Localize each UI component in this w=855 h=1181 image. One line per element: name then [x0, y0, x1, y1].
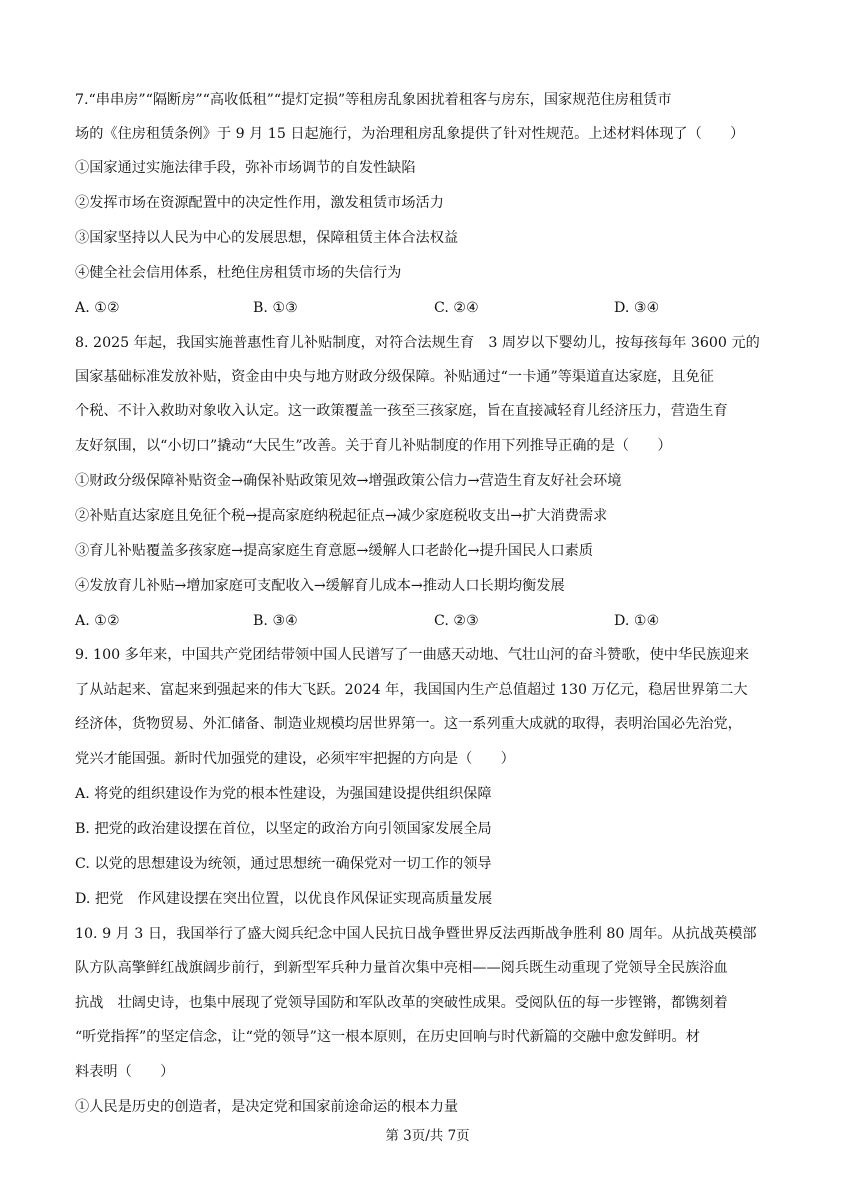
q8-item-3: ③育儿补贴覆盖多孩家庭→提高家庭生育意愿→缓解人口老龄化→提升国民人口素质 — [75, 543, 594, 559]
q10-stem-line-5: 料表明（ ） — [75, 1064, 175, 1080]
q7-stem-line-1: 7.“串串房”“隔断房”“高收低租”“提灯定损”等租房乱象困扰着租客与房东，国家规范住房租赁市 — [75, 92, 672, 108]
q8-option-a: A. ①② — [75, 613, 120, 629]
q9-choice-c: C. 以党的思想建设为统领，通过思想统一确保党对一切工作的领导 — [75, 856, 492, 872]
q7-item-2: ②发挥市场在资源配置中的决定性作用，激发租赁市场活力 — [75, 195, 444, 211]
q7-item-4: ④健全社会信用体系，杜绝住房租赁市场的失信行为 — [75, 265, 402, 281]
q8-item-1: ①财政分级保障补贴资金→确保补贴政策见效→增强政策公信力→营造生育友好社会环境 — [75, 473, 622, 489]
q8-stem-line-3: 个税、不计入救助对象收入认定。这一政策覆盖一孩至三孩家庭，旨在直接减轻育儿经济压力，营造生育 — [75, 403, 728, 419]
q8-item-4: ④发放育儿补贴→增加家庭可支配收入→缓解育儿成本→推动人口长期均衡发展 — [75, 578, 565, 594]
q10-stem-line-1: 10. 9 月 3 日，我国举行了盛大阅兵纪念中国人民抗日战争暨世界反法西斯战争胜利 80 周年。从抗战英模部 — [75, 926, 757, 942]
q10-stem-line-2: 队方队高擎鲜红战旗阔步前行，到新型军兵种力量首次集中亮相——阅兵既生动重现了党领导全民族浴血 — [75, 960, 728, 976]
q8-stem-line-2: 国家基础标准发放补贴，资金由中央与地方财政分级保障。补贴通过“一卡通”等渠道直达家庭，且免征 — [75, 369, 714, 385]
q8-option-c: C. ②③ — [434, 613, 479, 629]
q8-option-d: D. ①④ — [614, 613, 660, 629]
q9-choice-d: D. 把党 作风建设摆在突出位置，以优良作风保证实现高质量发展 — [75, 891, 493, 907]
q8-stem-line-1: 8. 2025 年起，我国实施普惠性育儿补贴制度，对符合法规生育 3 周岁以下婴幼儿，按每孩每年 3600 元的 — [75, 335, 760, 351]
q9-stem-line-2: 了从站起来、富起来到强起来的伟大飞跃。2024 年，我国国内生产总值超过 130 万亿元，稳居世界第二大 — [75, 682, 748, 698]
q7-option-d: D. ③④ — [614, 300, 660, 316]
q9-stem-line-4: 党兴才能国强。新时代加强党的建设，必须牢牢把握的方向是（ ） — [75, 751, 515, 767]
q10-item-1: ①人民是历史的创造者，是决定党和国家前途命运的根本力量 — [75, 1099, 459, 1115]
q10-stem-line-4: “听党指挥”的坚定信念，让“党的领导”这一根本原则，在历史回响与时代新篇的交融中愈发鲜明。材 — [75, 1029, 700, 1045]
q7-option-b: B. ①③ — [253, 300, 298, 316]
q9-choice-b: B. 把党的政治建设摆在首位，以坚定的政治方向引领国家发展全局 — [75, 821, 492, 837]
page-number: 第 3页/共 7页 — [385, 1128, 470, 1144]
q8-stem-line-4: 友好氛围，以“小切口”撬动“大民生”改善。关于育儿补贴制度的作用下列推导正确的是（ ） — [75, 438, 672, 454]
q7-option-a: A. ①② — [75, 300, 120, 316]
q7-stem-line-2: 场的《住房租赁条例》于 9 月 15 日起施行，为治理租房乱象提供了针对性规范。上述材料体现了（ ） — [75, 126, 745, 142]
q7-item-1: ①国家通过实施法律手段，弥补市场调节的自发性缺陷 — [75, 160, 416, 176]
q8-item-2: ②补贴直达家庭且免征个税→提高家庭纳税起征点→减少家庭税收支出→扩大消费需求 — [75, 508, 608, 524]
q9-choice-a: A. 将党的组织建设作为党的根本性建设，为强国建设提供组织保障 — [75, 786, 492, 802]
q9-stem-line-1: 9. 100 多年来，中国共产党团结带领中国人民谱写了一曲感天动地、气壮山河的奋斗赞歌，使中华民族迎来 — [75, 647, 749, 663]
q7-item-3: ③国家坚持以人民为中心的发展思想，保障租赁主体合法权益 — [75, 230, 459, 246]
q8-option-b: B. ③④ — [253, 613, 298, 629]
q9-stem-line-3: 经济体，货物贸易、外汇储备、制造业规模均居世界第一。这一系列重大成就的取得，表明治国必先治党， — [75, 716, 742, 732]
q10-stem-line-3: 抗战 壮阔史诗，也集中展现了党领导国防和军队改革的突破性成果。受阅队伍的每一步铿锵，都镌刻着 — [75, 995, 728, 1011]
q7-option-c: C. ②④ — [434, 300, 479, 316]
